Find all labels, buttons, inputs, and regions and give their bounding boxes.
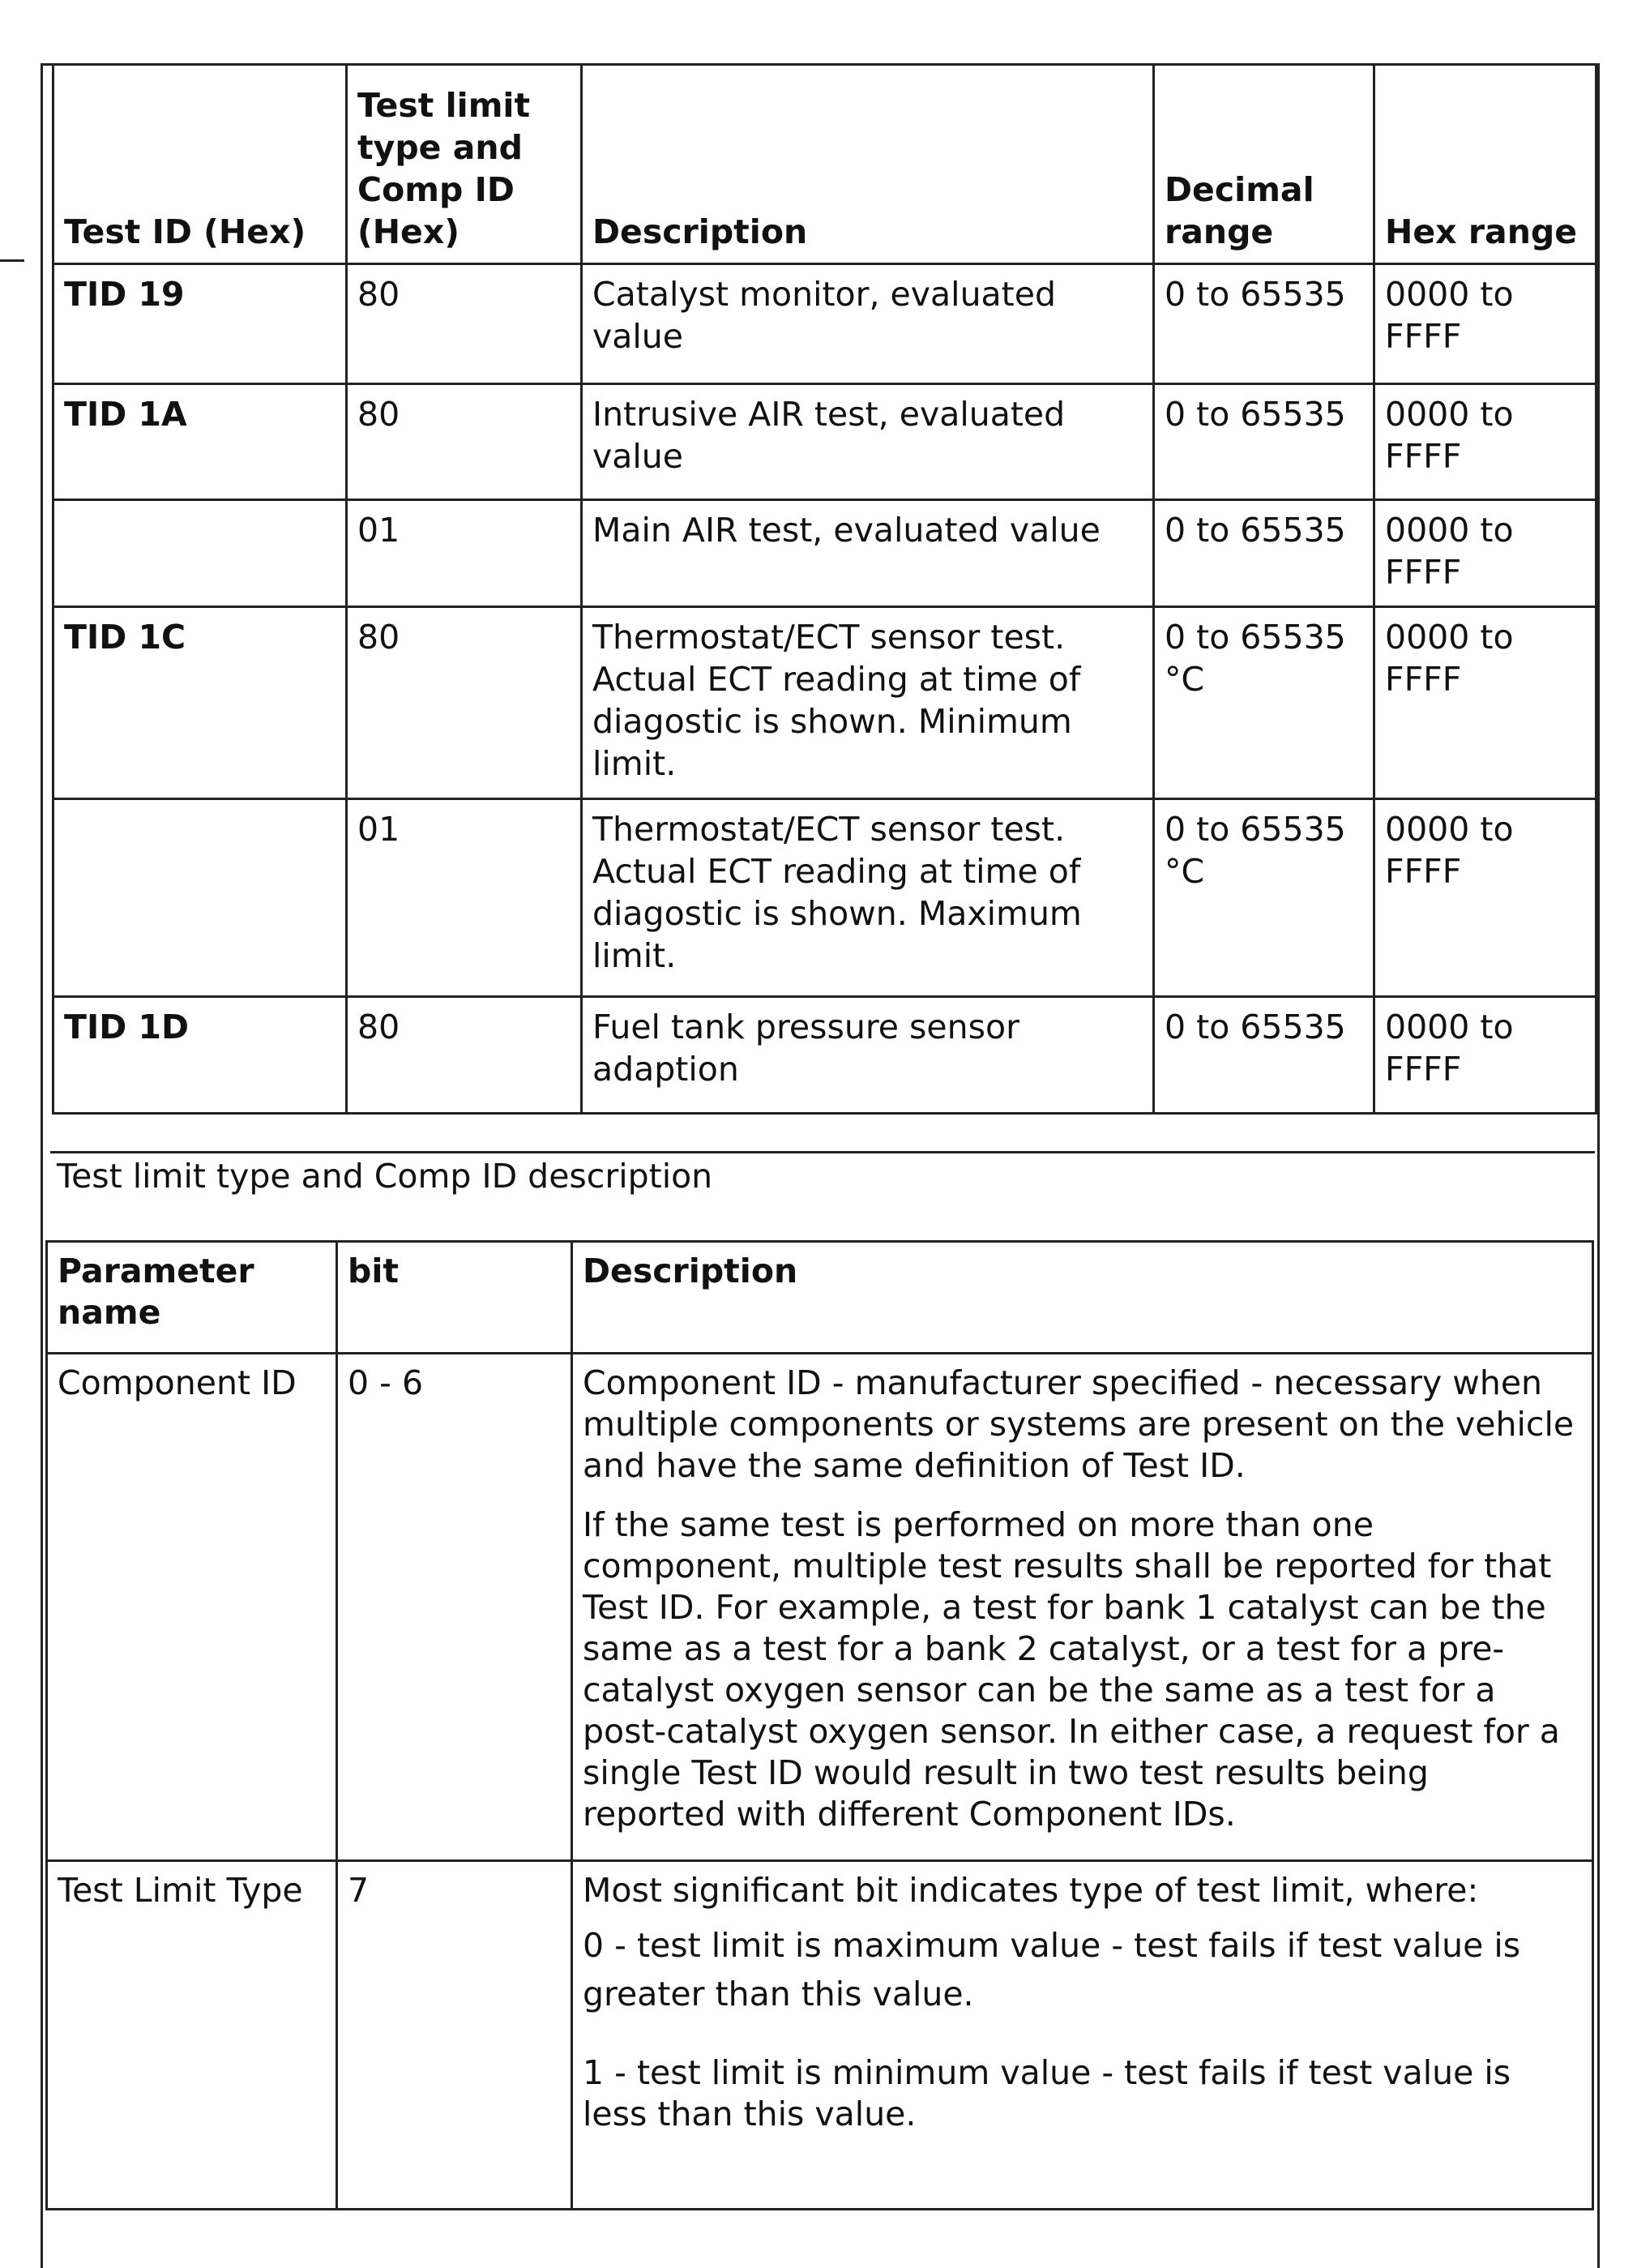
cell-test-id [53, 500, 347, 607]
section-caption: Test limit type and Comp ID description [57, 1157, 713, 1196]
cell-hex: 0000 to FFFF [1374, 997, 1596, 1114]
cell-test-id: TID 1D [53, 997, 347, 1114]
margin-mark [0, 259, 24, 262]
cell-decimal: 0 to 65535 [1154, 264, 1374, 384]
cell-decimal: 0 to 65535 °C [1154, 799, 1374, 997]
header-decimal-range: Decimal range [1154, 65, 1374, 264]
divider [50, 1151, 1595, 1153]
cell-hex: 0000 to FFFF [1374, 607, 1596, 799]
table-row [53, 607, 1596, 799]
header-description: Description [572, 1242, 1593, 1354]
cell-decimal: 0 to 65535 °C [1154, 607, 1374, 799]
cell-hex: 0000 to FFFF [1374, 264, 1596, 384]
table-row [47, 1354, 1593, 1861]
table-row [53, 997, 1596, 1114]
limit-type-table [45, 1240, 1594, 2210]
cell-hex: 0000 to FFFF [1374, 384, 1596, 500]
cell-decimal: 0 to 65535 [1154, 500, 1374, 607]
header-hex-range: Hex range [1374, 65, 1596, 264]
cell-description: Thermostat/ECT sensor test. Actual ECT reading at time of diagostic is shown. Minimum limit. [582, 607, 1154, 799]
header-description: Description [582, 65, 1154, 264]
description-paragraph: Component ID - manufacturer specified - necessary when multiple components or systems are present on the vehicle and have the same definition of Test ID. [583, 1363, 1575, 1485]
table-row [47, 1861, 1593, 2210]
cell-limit: 80 [347, 997, 582, 1114]
cell-decimal: 0 to 65535 [1154, 384, 1374, 500]
cell-bit: 0 - 6 [337, 1354, 572, 1861]
description-paragraph: Most significant bit indicates type of test limit, where: [583, 1871, 1479, 1910]
cell-limit: 80 [347, 607, 582, 799]
cell-limit: 80 [347, 264, 582, 384]
header-limit-type: Test limit type and Comp ID (Hex) [347, 65, 582, 264]
table-row [53, 500, 1596, 607]
header-test-id: Test ID (Hex) [53, 65, 347, 264]
cell-test-id: TID 19 [53, 264, 347, 384]
description-paragraph: 0 - test limit is maximum value - test fails if test value is greater than this value. [583, 1926, 1521, 2013]
description-paragraph: 1 - test limit is minimum value - test fails if test value is less than this value. [583, 2053, 1511, 2133]
cell-limit: 80 [347, 384, 582, 500]
cell-test-id: TID 1C [53, 607, 347, 799]
table-row [53, 799, 1596, 997]
cell-description: Fuel tank pressure sensor adaption [582, 997, 1154, 1114]
cell-test-id: TID 1A [53, 384, 347, 500]
cell-parameter-name: Test Limit Type [47, 1861, 337, 2210]
cell-hex: 0000 to FFFF [1374, 500, 1596, 607]
cell-hex: 0000 to FFFF [1374, 799, 1596, 997]
cell-bit: 7 [337, 1861, 572, 2210]
cell-limit: 01 [347, 799, 582, 997]
table-row [53, 264, 1596, 384]
header-bit: bit [337, 1242, 572, 1354]
cell-description: Catalyst monitor, evaluated value [582, 264, 1154, 384]
table-row [53, 384, 1596, 500]
cell-description [572, 1354, 1593, 1861]
tid-table-header-row [53, 65, 1596, 264]
tid-table [52, 63, 1597, 1115]
cell-description: Thermostat/ECT sensor test. Actual ECT reading at time of diagostic is shown. Maximum limit. [582, 799, 1154, 997]
description-paragraph: If the same test is performed on more than one component, multiple test results shall be reported for that Test ID. For example, a test for bank 1 catalyst can be the same as a test for a bank 2 catalyst, or a test for a pre-catalyst oxygen sensor can be the same as a test for a post-catalyst oxygen sensor. In either case, a request for a single Test ID would result in two test results being reported with different Component IDs. [583, 1505, 1560, 1834]
cell-description [572, 1861, 1593, 2210]
cell-parameter-name: Component ID [47, 1354, 337, 1861]
cell-description: Main AIR test, evaluated value [582, 500, 1154, 607]
cell-description: Intrusive AIR test, evaluated value [582, 384, 1154, 500]
cell-limit: 01 [347, 500, 582, 607]
cell-test-id [53, 799, 347, 997]
cell-decimal: 0 to 65535 [1154, 997, 1374, 1114]
limit-table-header-row [47, 1242, 1593, 1354]
header-parameter-name: Parameter name [47, 1242, 337, 1354]
